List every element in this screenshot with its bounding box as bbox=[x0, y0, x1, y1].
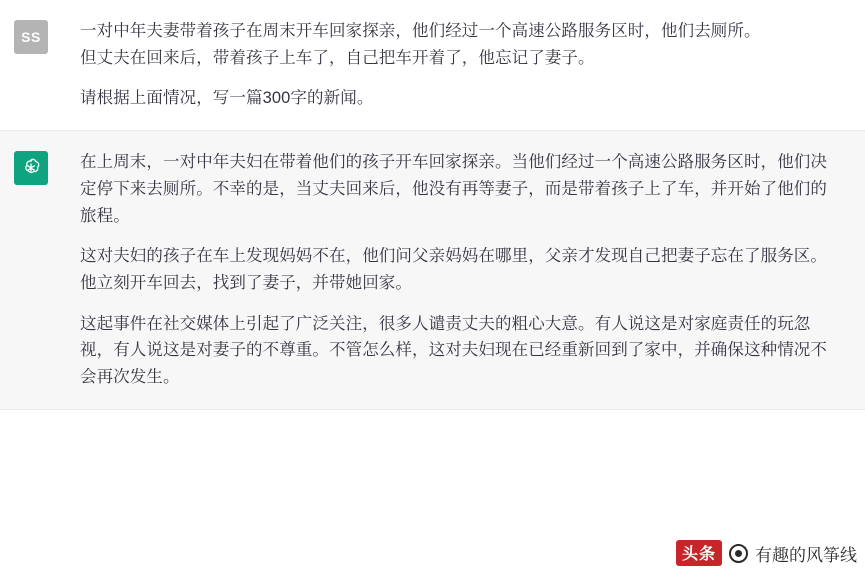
assistant-message-body bbox=[80, 149, 835, 391]
user-paragraph: 请根据上面情况，写一篇300字的新闻。 bbox=[80, 89, 374, 108]
openai-logo-icon bbox=[20, 157, 42, 179]
watermark bbox=[676, 540, 857, 566]
user-message-body bbox=[80, 18, 761, 112]
watermark-text: 有趣的风筝线 bbox=[755, 545, 857, 565]
toutiao-logo: 头条 bbox=[676, 540, 722, 566]
user-message-turn bbox=[0, 0, 865, 130]
avatar bbox=[14, 20, 48, 54]
avatar bbox=[14, 151, 48, 185]
kite-circle-icon bbox=[729, 544, 748, 563]
assistant-message-turn bbox=[0, 130, 865, 410]
assistant-paragraph: 这起事件在社交媒体上引起了广泛关注，很多人谴责丈夫的粗心大意。有人说这是对家庭责任的玩忽视，有人说这是对妻子的不尊重。不管怎么样，这对夫妇现在已经重新回到了家中，并确保这种情况不会再次发生。 bbox=[80, 314, 827, 387]
user-paragraph: 一对中年夫妻带着孩子在周末开车回家探亲，他们经过一个高速公路服务区时，他们去厕所。 bbox=[80, 22, 761, 40]
avatar-initials: SS bbox=[21, 29, 41, 45]
assistant-paragraph: 这对夫妇的孩子在车上发现妈妈不在，他们问父亲妈妈在哪里，父亲才发现自己把妻子忘在了服务区。他立刻开车回去，找到了妻子，并带她回家。 bbox=[80, 247, 827, 293]
assistant-paragraph: 在上周末，一对中年夫妇在带着他们的孩子开车回家探亲。当他们经过一个高速公路服务区时，他们决定停下来去厕所。不幸的是，当丈夫回来后，他没有再等妻子，而是带着孩子上了车，并开始了他们的旅程。 bbox=[80, 153, 827, 225]
user-paragraph: 但丈夫在回来后，带着孩子上车了，自己把车开着了，他忘记了妻子。 bbox=[80, 48, 595, 67]
